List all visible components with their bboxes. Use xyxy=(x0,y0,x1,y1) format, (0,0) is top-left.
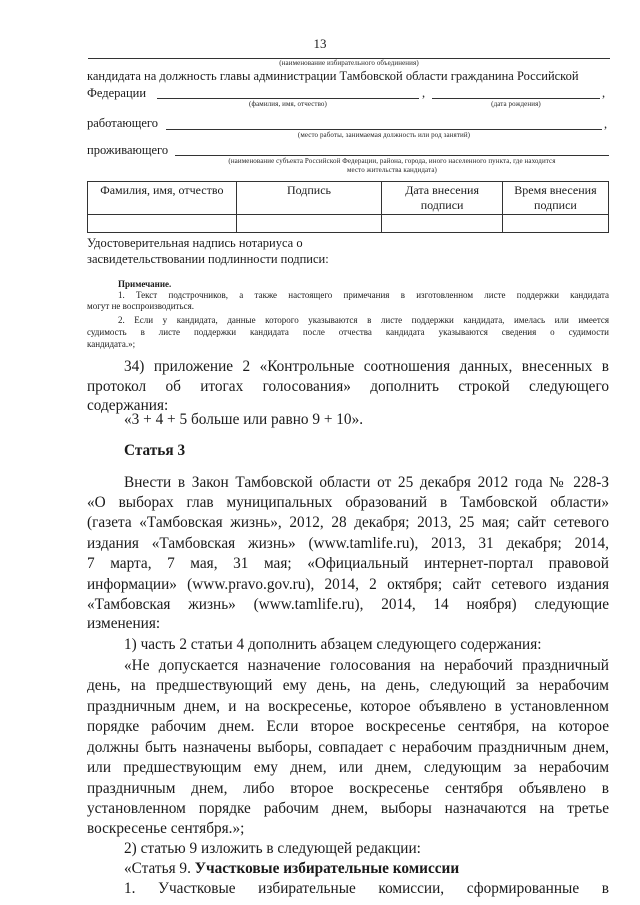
label-living: проживающего xyxy=(87,143,169,157)
note-2c: кандидата.»; xyxy=(87,339,136,349)
article3-p1-line: информации» (www.pravo.gov.ru), 2014, 2 октября; сайт сетевого издания xyxy=(87,576,609,593)
article3-p2: 1) часть 2 статьи 4 дополнить абзацем следующего содержания: xyxy=(124,636,542,653)
note-1a: 1. Текст подстрочников, а также настоящего примечания в изготовленном листе поддержки кандидата xyxy=(118,290,609,300)
note-2b: судимость в листе поддержки кандидата после отчества кандидата указываются сведения о судимости xyxy=(87,327,609,337)
label-working: работающего xyxy=(87,116,158,130)
article3-p4: 2) статью 9 изложить в следующей редакции: xyxy=(124,840,421,857)
header-full-name: Фамилия, имя, отчество xyxy=(88,182,237,215)
cell-date xyxy=(382,215,503,233)
article3-p1-line: 7 марта, 7 мая, 31 мая; «Официальный интернет-портал правовой xyxy=(87,555,609,572)
signature-table xyxy=(87,181,609,233)
article9-prefix: «Статья 9. xyxy=(124,860,195,877)
table-header-row xyxy=(88,182,609,215)
article9-title-line xyxy=(124,859,459,880)
item34-line-3: содержания: xyxy=(87,397,169,414)
article3-p1-line: (газета «Тамбовская жизнь», 2012, 28 декабря; 2013, 25 мая; сайт сетевого xyxy=(87,514,609,531)
article3-p3-line: установленном порядке рабочим днем, выборы назначаются на третье xyxy=(87,800,609,817)
caption-birth: (дата рождения) xyxy=(491,100,541,108)
article3-p3-line: воскресенье сентября.»; xyxy=(87,820,245,837)
caption-address-2: место жительства кандидата) xyxy=(347,166,437,174)
name-underline xyxy=(157,98,419,99)
article3-p3-line: порядке рабочим днем. Если второе воскресенье сентября, на которое xyxy=(87,718,609,735)
article3-p3-line: праздничным днем, и на воскресенье, которое объявлено в установленном xyxy=(87,698,609,715)
note-title: Примечание. xyxy=(118,279,172,289)
article3-p3-line: день, на предшествующий ему день, на день, следующий за нерабочим xyxy=(87,677,609,694)
article3-p3-line: или предшествующим ему днем, или днем, следующим за нерабочим xyxy=(87,759,609,776)
item34-line-2: протокол об итогах голосования» дополнить строкой следующего xyxy=(87,378,609,395)
header-signature-time: Время внесения подписи xyxy=(502,182,608,215)
item34-line-4: «3 + 4 + 5 больше или равно 9 + 10». xyxy=(124,411,364,428)
notary-line-1: Удостоверительная надпись нотариуса о xyxy=(87,236,303,250)
note-2a: 2. Если у кандидата, данные которого указываются в листе поддержки кандидата, имелась или имеется xyxy=(118,315,609,325)
article3-p1-line: изменения: xyxy=(87,615,161,632)
comma-3: , xyxy=(604,117,608,131)
comma-2: , xyxy=(602,86,606,100)
article3-p3-line: «Не допускается назначение голосования на нерабочий праздничный xyxy=(124,657,609,674)
header-signature: Подпись xyxy=(236,182,382,215)
article3-p3-line: должны быть назначены выборы, совпадает с нерабочим праздничным днем, xyxy=(87,739,609,756)
cell-time xyxy=(502,215,608,233)
cell-full-name xyxy=(88,215,237,233)
article3-heading: Статья 3 xyxy=(124,442,186,459)
note-1b: могут не воспроизводиться. xyxy=(87,301,194,311)
line-federation: Федерации xyxy=(87,86,147,100)
header-signature-date: Дата внесения подписи xyxy=(382,182,503,215)
birth-underline xyxy=(432,98,600,99)
comma-1: , xyxy=(422,86,426,100)
article3-p1-line: «Тамбовская жизнь» (www.tamlife.ru), 2014, 14 ноября) следующие xyxy=(87,596,609,613)
item34-line-1: 34) приложение 2 «Контрольные соотношения данных, внесенных в xyxy=(124,358,609,375)
article3-p1-line: «О выборах глав муниципальных образований в Тамбовской области» xyxy=(87,494,609,511)
line-candidate: кандидата на должность главы администрации Тамбовской области гражданина Российской xyxy=(87,69,579,83)
article3-p3-line: праздничным днем, либо второе воскресенье сентября объявлено в xyxy=(87,780,609,797)
work-underline xyxy=(166,129,602,130)
caption-address-1: (наименование субъекта Российской Федерации, района, города, иного населенного пункта, где находится xyxy=(228,157,556,165)
article3-p1-line: Внести в Закон Тамбовской области от 25 декабря 2012 года № 228-З xyxy=(124,474,609,491)
address-underline xyxy=(175,155,609,156)
caption-org: (наименование избирательного объединения) xyxy=(279,59,419,67)
table-row xyxy=(88,215,609,233)
article3-p1-line: издания «Тамбовская жизнь» (www.tamlife.ru), 2013, 31 декабря; 2014, xyxy=(87,535,609,552)
article9-p1-line: 1. Участковые избирательные комиссии, сформированные в xyxy=(124,880,609,897)
cell-signature xyxy=(236,215,382,233)
caption-name: (фамилия, имя, отчество) xyxy=(249,100,327,108)
caption-work: (место работы, занимаемая должность или род занятий) xyxy=(297,131,471,139)
page-number: 13 xyxy=(313,36,327,51)
article9-title: Участковые избирательные комиссии xyxy=(194,860,460,877)
notary-line-2: засвидетельствовании подлинности подписи: xyxy=(87,252,329,266)
